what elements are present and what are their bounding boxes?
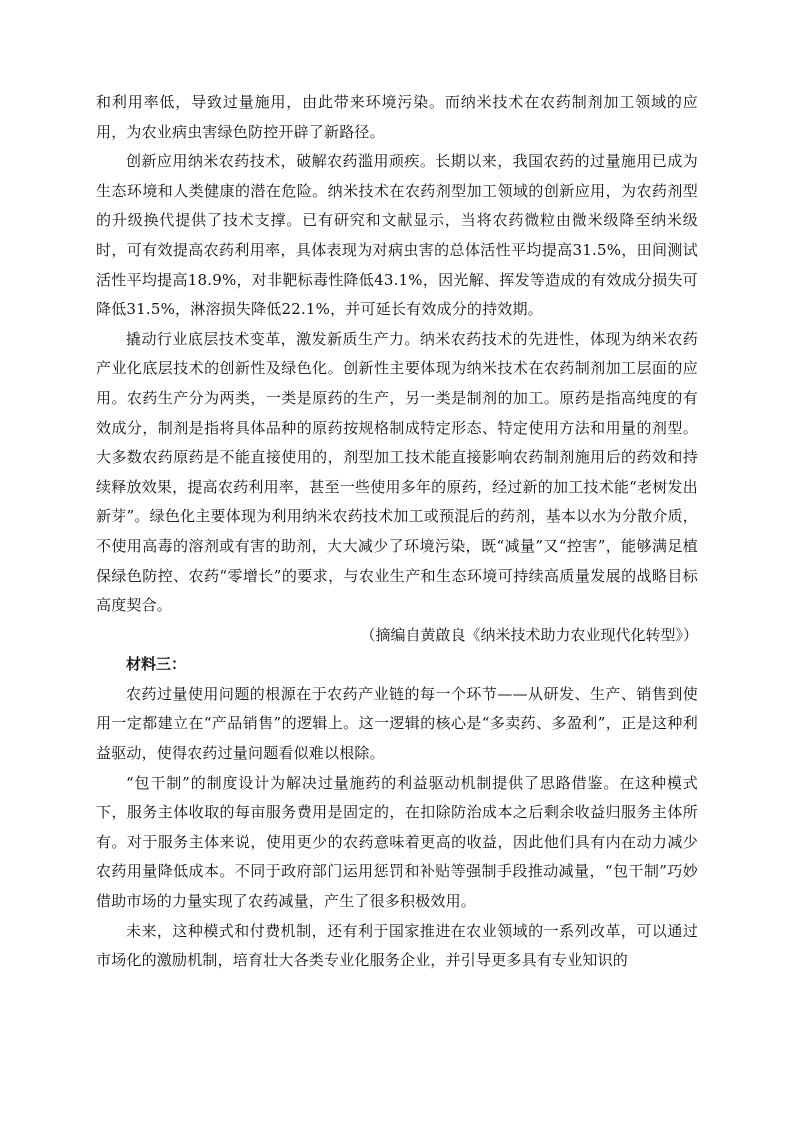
paragraph-industry-technology: 撬动行业底层技术变革，激发新质生产力。纳米农药技术的先进性，体现为纳米农药产业化底层技术的创新性及绿色化。创新性主要体现为纳米技术在农药制剂加工层面的应用。农药生产分为两类，一类是原药的生产，另一类是制剂的加工。原药是指高纯度的有效成分，制剂是指将具体品种的原药按规格制成特定形态、特定使用方法和用量的剂型。大多数农药原药是不能直接使用的，剂型加工技术能直接影响农药制剂施用后的药效和持续释放效果，提高农药利用率，甚至一些使用多年的原药，经过新的加工技术能“老树发出新芽”。绿色化主要体现为利用纳米农药技术加工或预混后的药剂，基本以水为分散介质，不使用高毒的溶剂或有害的助剂，大大减少了环境污染，既“减量”又“控害”，能够满足植保绿色防控、农药“零增长”的要求，与农业生产和生态环境可持续高质量发展的战略目标高度契合。 (96, 329, 698, 615)
paragraph-contract-system: “包干制”的制度设计为解决过量施药的利益驱动机制提供了思路借鉴。在这种模式下，服务主体收取的每亩服务费用是固定的，在扣除防治成本之后剩余收益归服务主体所有。对于服务主体来说，使用更少的农药意味着更高的收益，因此他们具有内在动力减少农药用量降低成本。不同于政府部门运用惩罚和补贴等强制手段推动减量，“包干制”巧妙借助市场的力量实现了农药减量，产生了很多积极效用。 (96, 773, 698, 911)
material-three-heading: 材料三： (126, 655, 187, 674)
paragraph-nano-pesticide: 创新应用纳米农药技术，破解农药滥用顽疾。长期以来，我国农药的过量施用已成为生态环境和人类健康的潜在危险。纳米技术在农药剂型加工领域的创新应用，为农药剂型的升级换代提供了技术支撑。已有研究和文献显示，当将农药微粒由微米级降至纳米级时，可有效提高农药利用率，具体表现为对病虫害的总体活性平均提高31.5%，田间测试活性平均提高18.9%，对非靶标毒性降低43.1%，因光解、挥发等造成的有效成分损失可降低31.5%，淋溶损失降低22.1%，并可延长有效成分的持效期。 (96, 152, 698, 319)
paragraph-continuation: 和利用率低，导致过量施用，由此带来环境污染。而纳米技术在农药制剂加工领域的应用，为农业病虫害绿色防控开辟了新路径。 (96, 93, 698, 141)
paragraph-future: 未来，这种模式和付费机制，还有利于国家推进在农业领域的一系列改革，可以通过市场化的激励机制，培育壮大各类专业化服务企业，并引导更多具有专业知识的 (96, 921, 698, 970)
source-citation: （摘编自黄啟良《纳米技术助力农业现代化转型》） (360, 625, 698, 644)
paragraph-root-cause: 农药过量使用问题的根源在于农药产业链的每一个环节——从研发、生产、销售到使用一定都建立在“产品销售”的逻辑上。这一逻辑的核心是“多卖药、多盈利”，正是这种利益驱动，使得农药过量问题看似难以根除。 (96, 684, 698, 763)
document-page (96, 88, 698, 976)
